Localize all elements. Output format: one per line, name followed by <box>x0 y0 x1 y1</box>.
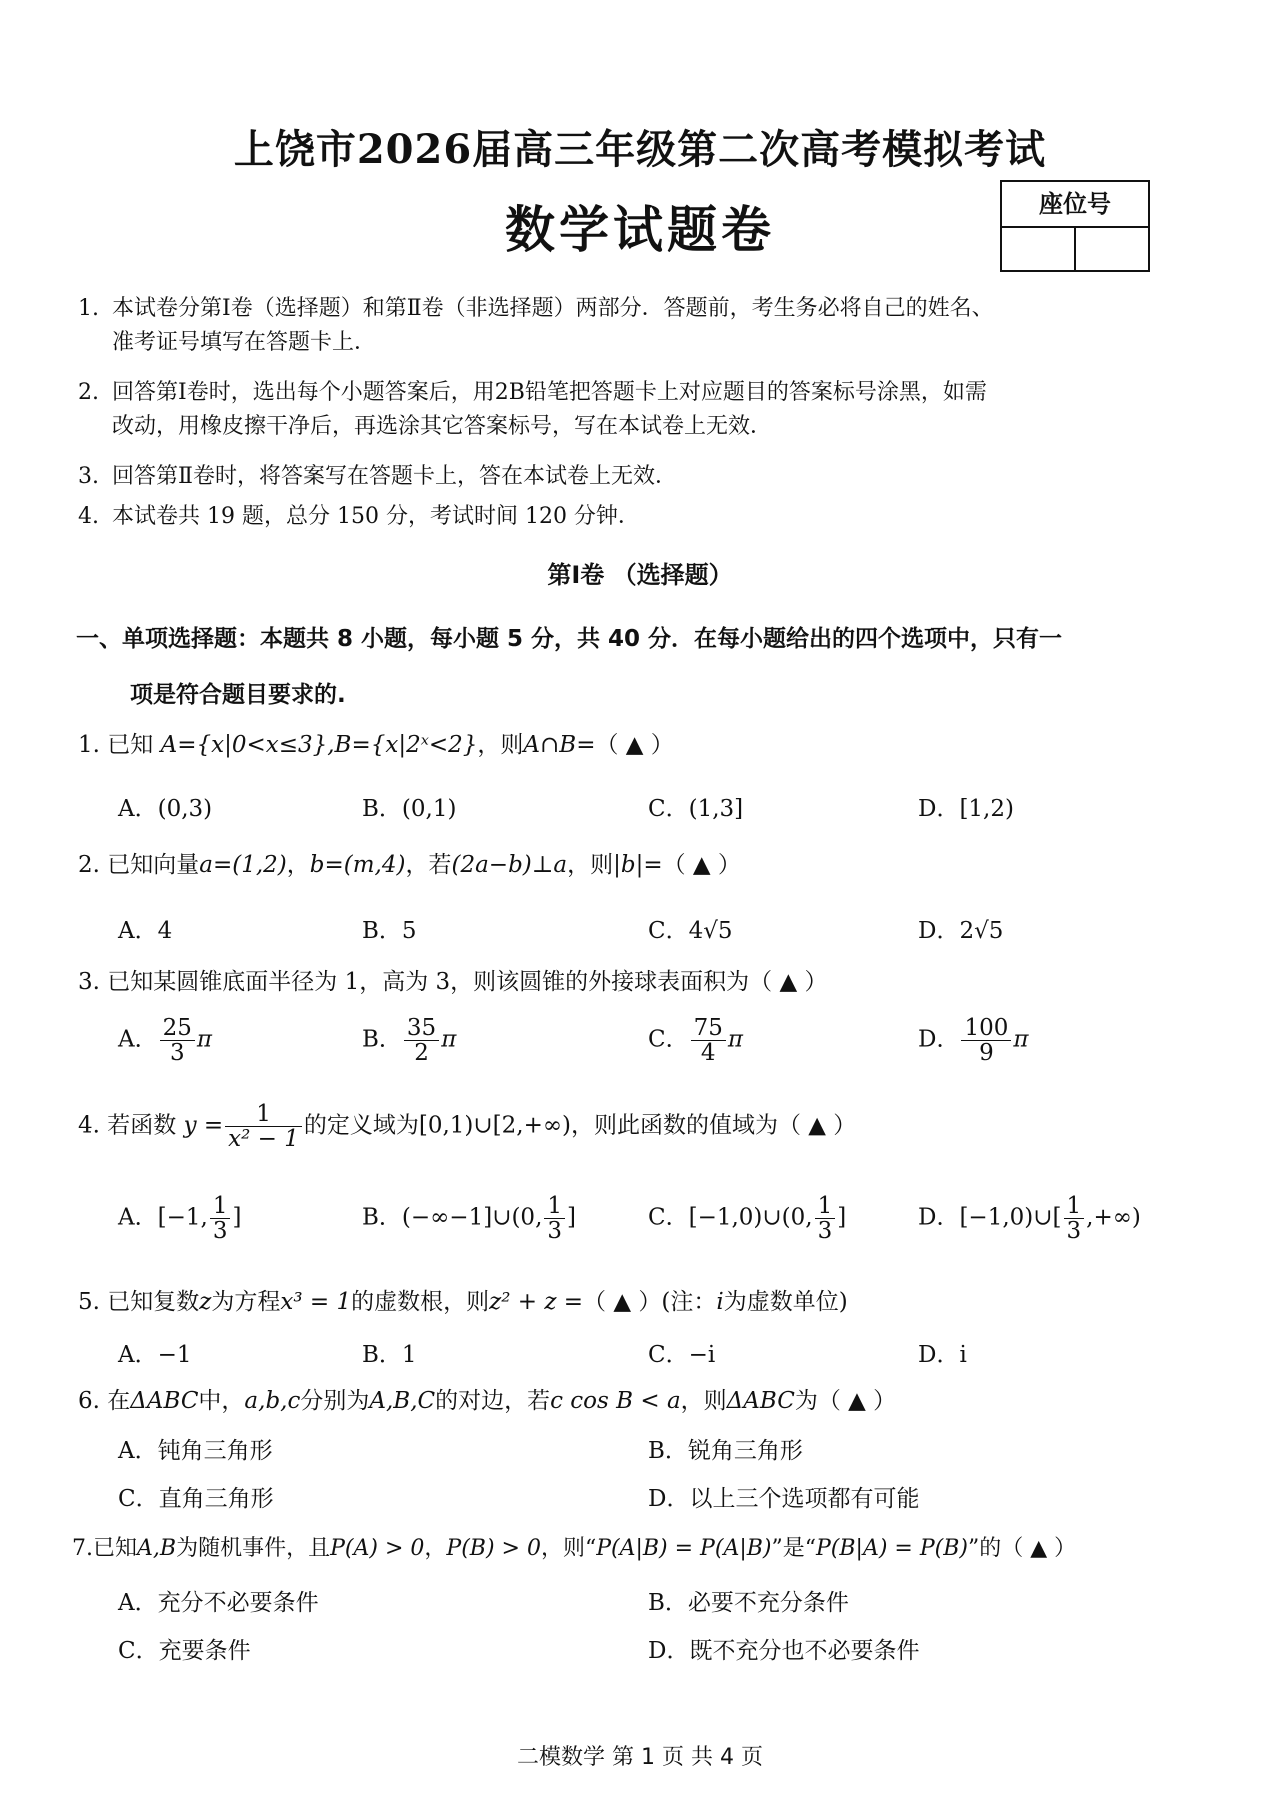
denominator: x² − 1 <box>228 1126 299 1153</box>
math-expression: [0,1)∪[2,+∞) <box>418 1112 571 1139</box>
numerator: 75 <box>691 1016 726 1041</box>
question-text: ， <box>424 1536 447 1561</box>
note-num: 4. <box>78 504 99 529</box>
note-num: 1. <box>78 296 99 321</box>
note-text: 本试卷分第Ⅰ卷（选择题）和第Ⅱ卷（非选择题）两部分．答题前，考生务必将自己的姓名、 <box>112 296 994 321</box>
page-footer: 二模数学 第 1 页 共 4 页 <box>517 1745 763 1770</box>
math-expression: P(A) > 0 <box>330 1536 425 1561</box>
fraction <box>691 1016 726 1065</box>
note-2 <box>78 376 1218 444</box>
math-expression: ΔABC <box>130 1388 199 1414</box>
question-text: 为方程 <box>211 1289 281 1315</box>
question-number: 1. <box>78 732 100 758</box>
question-number: 6. <box>78 1388 100 1414</box>
denominator: 3 <box>169 1040 185 1067</box>
question-text: ，则 <box>477 732 524 758</box>
option-label: C． <box>648 1204 689 1231</box>
option-a: A．钝角三角形 <box>118 1438 273 1464</box>
fraction <box>815 1194 836 1243</box>
question-text: 已知 <box>107 732 154 758</box>
denominator: 3 <box>212 1218 228 1245</box>
seat-number-label: 座位号 <box>1002 182 1148 228</box>
option-c: C．(1,3] <box>648 796 744 822</box>
pi-symbol: π <box>441 1026 457 1053</box>
fraction <box>225 1102 302 1151</box>
option-d: D．2√5 <box>918 918 1004 944</box>
note-num: 2. <box>78 380 99 405</box>
question-text: 为随机事件，且 <box>176 1536 331 1561</box>
question-text: 中， <box>198 1388 245 1414</box>
question-text: 在 <box>107 1388 131 1414</box>
math-expression: a,b,c <box>244 1388 301 1414</box>
interval-start: [−1,0)∪(0, <box>688 1204 813 1231</box>
fraction <box>1064 1194 1085 1243</box>
math-expression: y = <box>183 1112 224 1139</box>
question-4 <box>78 1102 1228 1151</box>
fraction <box>210 1194 231 1243</box>
paper-subtitle: 数学试题卷 <box>505 200 775 259</box>
math-expression: A∩B= <box>523 732 596 758</box>
math-variable: z <box>199 1289 212 1315</box>
option-d: D．以上三个选项都有可能 <box>648 1486 920 1512</box>
answer-blank: （ ▲ ）(注： <box>583 1289 717 1315</box>
numerator: 25 <box>160 1016 195 1041</box>
interval-end: ,+∞) <box>1086 1204 1141 1231</box>
option-label: D． <box>918 1026 960 1053</box>
interval-start: [−1,0)∪[ <box>959 1204 1062 1231</box>
question-number: 7. <box>72 1536 93 1561</box>
option-b <box>362 1194 576 1243</box>
numerator: 1 <box>225 1102 302 1127</box>
exam-title: 上饶市2026届高三年级第二次高考模拟考试 <box>233 126 1047 173</box>
denominator: 3 <box>817 1218 833 1245</box>
option-c: C．−i <box>648 1342 716 1368</box>
math-expression: A={x|0<x≤3},B={x|2ˣ<2} <box>160 732 478 758</box>
question-text: ，则 <box>680 1388 727 1414</box>
pi-symbol: π <box>196 1026 213 1053</box>
question-text: 已知 <box>93 1536 138 1561</box>
section-title: 第Ⅰ卷 （选择题） <box>547 561 733 589</box>
note-text-cont: 改动，用橡皮擦干净后，再选涂其它答案标号，写在本试卷上无效． <box>112 414 773 439</box>
option-c: C．充要条件 <box>118 1638 251 1664</box>
option-label: D． <box>918 1204 960 1231</box>
question-1 <box>78 728 1228 762</box>
question-text: 的定义域为 <box>303 1112 419 1139</box>
denominator: 3 <box>547 1218 563 1245</box>
note-text: 回答第Ⅰ卷时，选出每个小题答案后，用2B铅笔把答题卡上对应题目的答案标号涂黑，如需 <box>112 380 987 405</box>
option-c: C．直角三角形 <box>118 1486 274 1512</box>
numerator: 35 <box>404 1016 439 1041</box>
numerator: 1 <box>210 1194 231 1219</box>
numerator: 100 <box>961 1016 1011 1041</box>
math-expression: b=(m,4) <box>309 852 406 878</box>
option-b: B．(0,1) <box>362 796 457 822</box>
math-expression: z² + z = <box>489 1289 584 1315</box>
interval-start: (−∞−1]∪(0, <box>401 1204 543 1231</box>
denominator: 9 <box>979 1040 994 1067</box>
answer-blank: ”的（ ▲ ） <box>968 1536 1077 1561</box>
math-expression: A,B <box>137 1536 177 1561</box>
math-expression: |b|= <box>613 852 663 878</box>
question-text: ，则“ <box>540 1536 597 1561</box>
fraction <box>160 1016 195 1065</box>
question-text: ，若 <box>405 852 452 878</box>
option-a <box>118 1194 241 1243</box>
note-text: 本试卷共 19 题，总分 150 分，考试时间 120 分钟． <box>112 504 640 529</box>
numerator: 1 <box>815 1194 836 1219</box>
math-expression: (2a−b)⊥a <box>451 852 568 878</box>
option-d <box>918 1194 1141 1243</box>
question-text: ，则 <box>567 852 614 878</box>
denominator: 4 <box>700 1040 716 1067</box>
note-1 <box>78 292 1218 360</box>
option-d: D．i <box>918 1342 967 1368</box>
question-text: ，则此函数的值域为（ ▲ ） <box>571 1112 857 1139</box>
option-a: A．4 <box>118 918 173 944</box>
part-heading-cont: 项是符合题目要求的. <box>130 682 346 708</box>
question-text: ， <box>286 852 310 878</box>
option-a <box>118 1016 212 1065</box>
question-text: 分别为 <box>300 1388 370 1414</box>
option-label: A． <box>118 1204 158 1231</box>
option-d <box>918 1016 1028 1065</box>
note-4 <box>78 500 1218 534</box>
question-5 <box>78 1285 1228 1319</box>
fraction <box>544 1194 565 1243</box>
numerator: 1 <box>544 1194 565 1219</box>
math-variable: i <box>716 1289 724 1315</box>
note-3 <box>78 460 1218 494</box>
fraction <box>961 1016 1011 1065</box>
seat-cell-left <box>1002 228 1074 272</box>
question-2 <box>78 848 1228 882</box>
option-c <box>648 1194 846 1243</box>
interval-end: ] <box>837 1204 847 1231</box>
seat-number-box <box>1000 180 1150 272</box>
question-text: 为虚数单位) <box>723 1289 848 1315</box>
denominator: 2 <box>414 1040 429 1067</box>
question-text: ”是“ <box>771 1536 816 1561</box>
question-number: 5. <box>78 1289 100 1315</box>
seat-cell-right <box>1074 228 1148 272</box>
denominator: 3 <box>1066 1218 1082 1245</box>
math-expression: P(B) > 0 <box>446 1536 541 1561</box>
option-label: C． <box>648 1026 689 1053</box>
answer-blank: （ ▲ ） <box>595 732 674 758</box>
numerator: 1 <box>1064 1194 1085 1219</box>
question-7 <box>72 1532 1222 1566</box>
option-label: A． <box>118 1026 158 1053</box>
question-text: 的虚数根，则 <box>351 1289 490 1315</box>
math-expression: a=(1,2) <box>199 852 287 878</box>
part-heading: 一、单项选择题：本题共 8 小题，每小题 5 分，共 40 分．在每小题给出的四个选项中，只有一 <box>76 626 1063 652</box>
question-text: 已知复数 <box>107 1289 200 1315</box>
math-expression: c cos B < a <box>550 1388 681 1414</box>
answer-blank: （ ▲ ） <box>662 852 741 878</box>
option-a: A．充分不必要条件 <box>118 1590 319 1616</box>
option-a: A．−1 <box>118 1342 192 1368</box>
option-b <box>362 1016 456 1065</box>
question-6 <box>78 1384 1228 1418</box>
interval-end: ] <box>567 1204 577 1231</box>
option-b: B．锐角三角形 <box>648 1438 803 1464</box>
option-label: B． <box>362 1026 402 1053</box>
pi-symbol: π <box>1013 1026 1029 1053</box>
question-text: 若函数 <box>107 1112 177 1139</box>
option-b: B．必要不充分条件 <box>648 1590 849 1616</box>
option-d: D．既不充分也不必要条件 <box>648 1638 920 1664</box>
question-number: 2. <box>78 852 100 878</box>
option-b: B．5 <box>362 918 417 944</box>
question-text: 已知向量 <box>107 852 200 878</box>
question-number: 3. <box>78 969 100 995</box>
question-number: 4. <box>78 1112 100 1139</box>
pi-symbol: π <box>727 1026 744 1053</box>
option-d: D．[1,2) <box>918 796 1014 822</box>
note-text-cont: 准考证号填写在答题卡上． <box>112 330 377 355</box>
option-label: B． <box>362 1204 402 1231</box>
option-c: C．4√5 <box>648 918 733 944</box>
option-c <box>648 1016 743 1065</box>
option-b: B．1 <box>362 1342 417 1368</box>
math-expression: x³ = 1 <box>280 1289 352 1315</box>
math-expression: P(B|A) = P(B) <box>816 1536 968 1561</box>
math-expression: ΔABC <box>726 1388 795 1414</box>
option-a: A．(0,3) <box>118 796 213 822</box>
interval-end: ] <box>232 1204 242 1231</box>
math-expression: P(A|B) = P(A|B) <box>596 1536 772 1561</box>
question-text: 已知某圆锥底面半径为 1，高为 3，则该圆锥的外接球表面积为（ ▲ ） <box>107 969 828 995</box>
fraction <box>404 1016 439 1065</box>
answer-blank: 为（ ▲ ） <box>794 1388 897 1414</box>
question-text: 的对边，若 <box>435 1388 551 1414</box>
question-3 <box>78 965 1228 999</box>
interval-start: [−1, <box>157 1204 208 1231</box>
math-expression: A,B,C <box>369 1388 436 1414</box>
note-num: 3. <box>78 464 99 489</box>
note-text: 回答第Ⅱ卷时，将答案写在答题卡上，答在本试卷上无效． <box>112 464 677 489</box>
